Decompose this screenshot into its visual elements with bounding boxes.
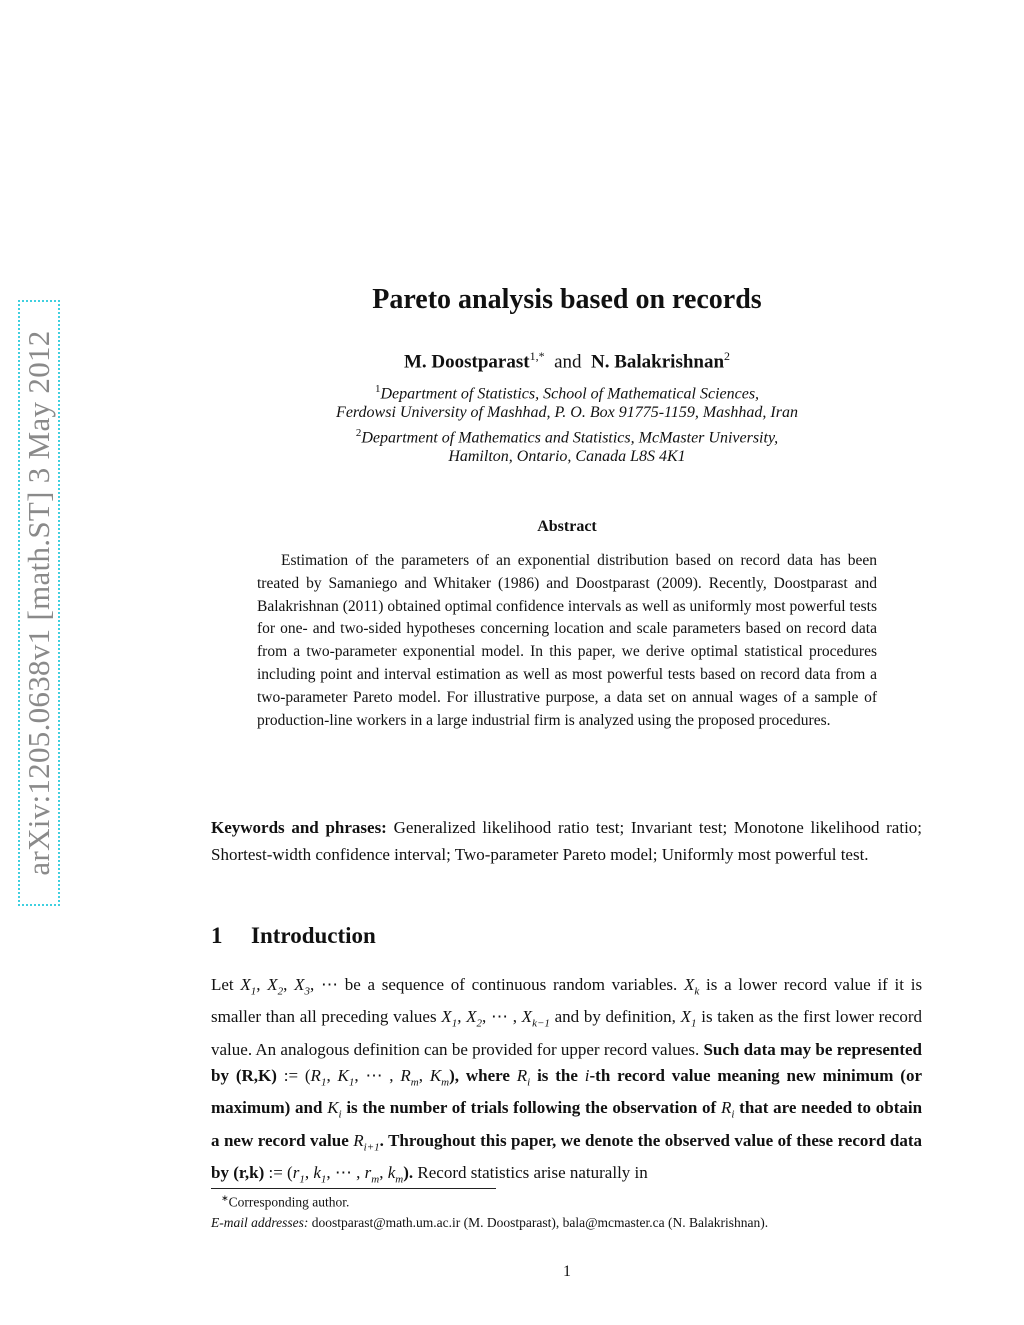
- page-number: 1: [563, 1263, 571, 1280]
- intro-bold: -th record value meaning new minimum (or maximum) and: [211, 1065, 923, 1118]
- section-title: Introduction: [251, 923, 376, 948]
- affiliation-2: [0, 424, 1024, 466]
- affiliation-1-line2: Ferdowsi University of Mashhad, P. O. Box 91775-1159, Mashhad, Iran: [336, 404, 798, 422]
- intro-text: := (: [268, 1162, 293, 1182]
- intro-bold: is the number of trials following the observation of: [346, 1098, 717, 1118]
- author-1: M. Doostparast: [403, 351, 530, 373]
- author-2-sup: 2: [724, 349, 731, 363]
- section-number: 1: [211, 923, 223, 948]
- footnote-email-label: E-mail addresses:: [211, 1215, 309, 1230]
- abstract-text: Estimation of the parameters of an exponential distribution based on record data has been treated by Samaniego and Whitaker (1986) and Doostparast (2009). Recently, Doostparast and Balakrishnan (2011) obtained optimal confidence intervals as well as uniformly most powerful tests for one- and two-sided hypotheses concerning location and scale parameters based on record data from a two-parameter exponential model. In this paper, we derive optimal statistical procedures including point and interval estimation as well as most powerful tests based on record data from a two-parameter Pareto model. For illustrative purpose, a data set on annual wages of a sample of production-line workers in a large industrial firm is analyzed using the proposed procedures.: [257, 552, 877, 729]
- affiliation-2-sup: 2: [355, 427, 362, 439]
- affiliation-1-sup: 1: [374, 383, 381, 395]
- intro-bold: . Throughout this paper, we denote the observed value of these record data by: [211, 1130, 922, 1182]
- intro-bold: ).: [403, 1162, 414, 1182]
- intro-text: Record statistics arise naturally in: [417, 1162, 648, 1182]
- intro-text: := (: [283, 1065, 311, 1085]
- affiliation-1: [0, 380, 1024, 422]
- keywords: [211, 815, 922, 868]
- footnote-email: [211, 1215, 971, 1231]
- intro-text: Let: [211, 975, 234, 994]
- intro-text: i: [584, 1065, 590, 1085]
- affiliation-2-line1: Department of Mathematics and Statistics, McMaster University,: [361, 429, 779, 447]
- intro-text: is a lower record value if it is smaller than all preceding values: [211, 975, 923, 1027]
- intro-text: and by definition,: [554, 1007, 676, 1027]
- footnote-email-text: doostparast@math.um.ac.ir (M. Doostparast), bala@mcmaster.ca (N. Balakrishnan).: [311, 1215, 769, 1230]
- keywords-text: Generalized likelihood ratio test; Invariant test; Monotone likelihood ratio; Shortest-width confidence interval; Two-parameter Pareto model; Uniformly most powerful test.: [211, 818, 923, 864]
- abstract-heading: Abstract: [537, 518, 597, 535]
- author-and: and: [554, 351, 582, 373]
- paper-title: Pareto analysis based on records: [372, 284, 762, 315]
- affiliation-2-line2: Hamilton, Ontario, Canada L8S 4K1: [448, 448, 686, 466]
- intro-bold: that are needed to obtain a new record value: [211, 1098, 923, 1150]
- affiliation-1-line1: Department of Statistics, School of Mathematical Sciences,: [380, 385, 760, 403]
- intro-bold: is the: [537, 1065, 578, 1085]
- intro-bold: (R,K): [235, 1065, 277, 1085]
- intro-bold: ), where: [449, 1065, 510, 1085]
- intro-paragraph: Let $X_1$, $X_2$, $X_3$, ⋯ be a sequence of continuous random variables. $X_k$ is a lower record value if it is smaller than all preceding values $X_1$, $X_2$, ⋯ , $X_{k-1}$ and by definition, $X_1$ is taken as the first lower record value. An analogous definition can be provided for upper record values. Such data may be represented by (R,K) := ($R_1$, $K_1$, ⋯ , $R_m$, $K_m$), where $R_i$ is the i-th record value meaning new minimum (or maximum) and $K_i$ is the number of trials following the observation of $R_i$ that are needed to obtain a new record value $R_{i+1}$. Throughout this paper, we denote the observed value of these record data by (r,k) := ($r_1$, $k_1$, ⋯ , $r_m$, $k_m$). Record statistics arise naturally in: [211, 975, 923, 1186]
- footnote-corresponding: ∗Corresponding author.: [221, 1193, 350, 1210]
- section-heading: [211, 923, 376, 949]
- author-2: N. Balakrishnan: [591, 351, 725, 373]
- footnote-corresponding-text: Corresponding author.: [228, 1194, 350, 1210]
- author-1-sup: 1,*: [529, 349, 545, 363]
- intro-bold: Such data may be represented by: [211, 1039, 922, 1085]
- arxiv-stamp-text: arXiv:1205.0638v1 [math.ST] 3 May 2012: [21, 330, 56, 876]
- intro-text: be a sequence of continuous random variables.: [344, 975, 678, 994]
- footnote-rule: [211, 1188, 496, 1189]
- intro-bold: (r,k): [233, 1162, 265, 1182]
- author-line: [0, 349, 1024, 373]
- keywords-label: Keywords and phrases:: [211, 818, 387, 837]
- intro-text: is taken as the first lower record value. An analogous definition can be provided for upper record values.: [211, 1007, 923, 1059]
